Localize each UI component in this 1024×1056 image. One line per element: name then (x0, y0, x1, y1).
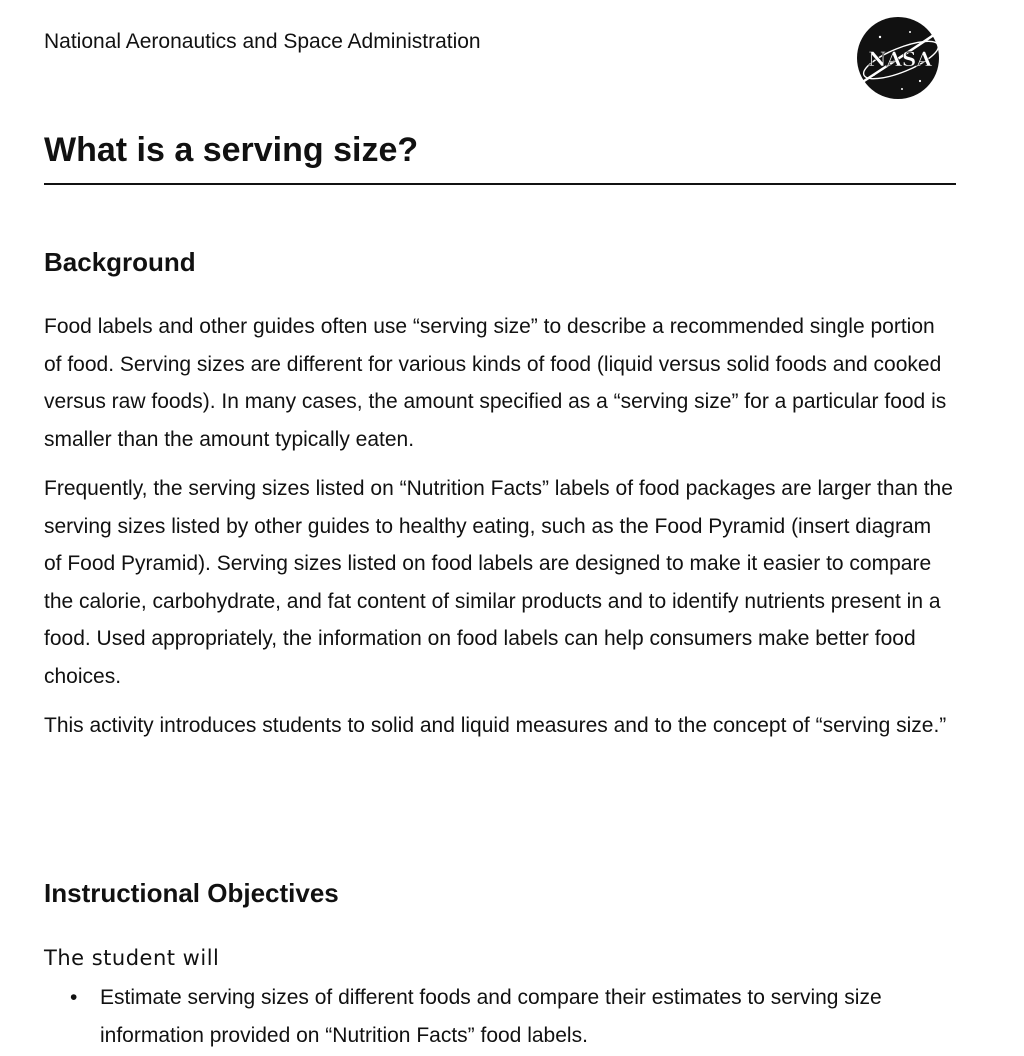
bullet-icon: • (70, 986, 78, 1009)
objectives-lead: The student will (44, 946, 220, 970)
background-heading: Background (44, 247, 196, 277)
background-paragraph-2: Frequently, the serving sizes listed on “Nutrition Facts” labels of food packages are larger than the serving sizes listed by other guides to healthy eating, such as the Food Pyramid (insert diagram of Food Pyramid). Serving sizes listed on food labels are designed to make it easier to compare the calorie, carbohydrate, and fat content of similar products and to identify nutrients present in a food. Used appropriately, the information on food labels can help consumers make better food choices. (44, 477, 953, 688)
objective-item (44, 979, 944, 1054)
objectives-heading: Instructional Objectives (44, 878, 339, 908)
title-divider (44, 183, 956, 185)
agency-name: National Aeronautics and Space Administration (44, 30, 481, 53)
objectives-list (44, 979, 944, 1054)
nasa-logo (850, 15, 956, 101)
nasa-logo-wordmark: NASA (868, 47, 932, 71)
background-paragraph-3: This activity introduces students to solid and liquid measures and to the concept of “serving size.” (44, 714, 947, 737)
objective-text: Estimate serving sizes of different foods and compare their estimates to serving size information provided on “Nutrition Facts” food labels. (100, 986, 882, 1047)
background-paragraph-1: Food labels and other guides often use “serving size” to describe a recommended single portion of food. Serving sizes are different for various kinds of food (liquid versus solid foods and cooked versus raw foods). In many cases, the amount specified as a “serving size” for a particular food is smaller than the amount typically eaten. (44, 315, 947, 451)
page-title: What is a serving size? (44, 131, 419, 169)
